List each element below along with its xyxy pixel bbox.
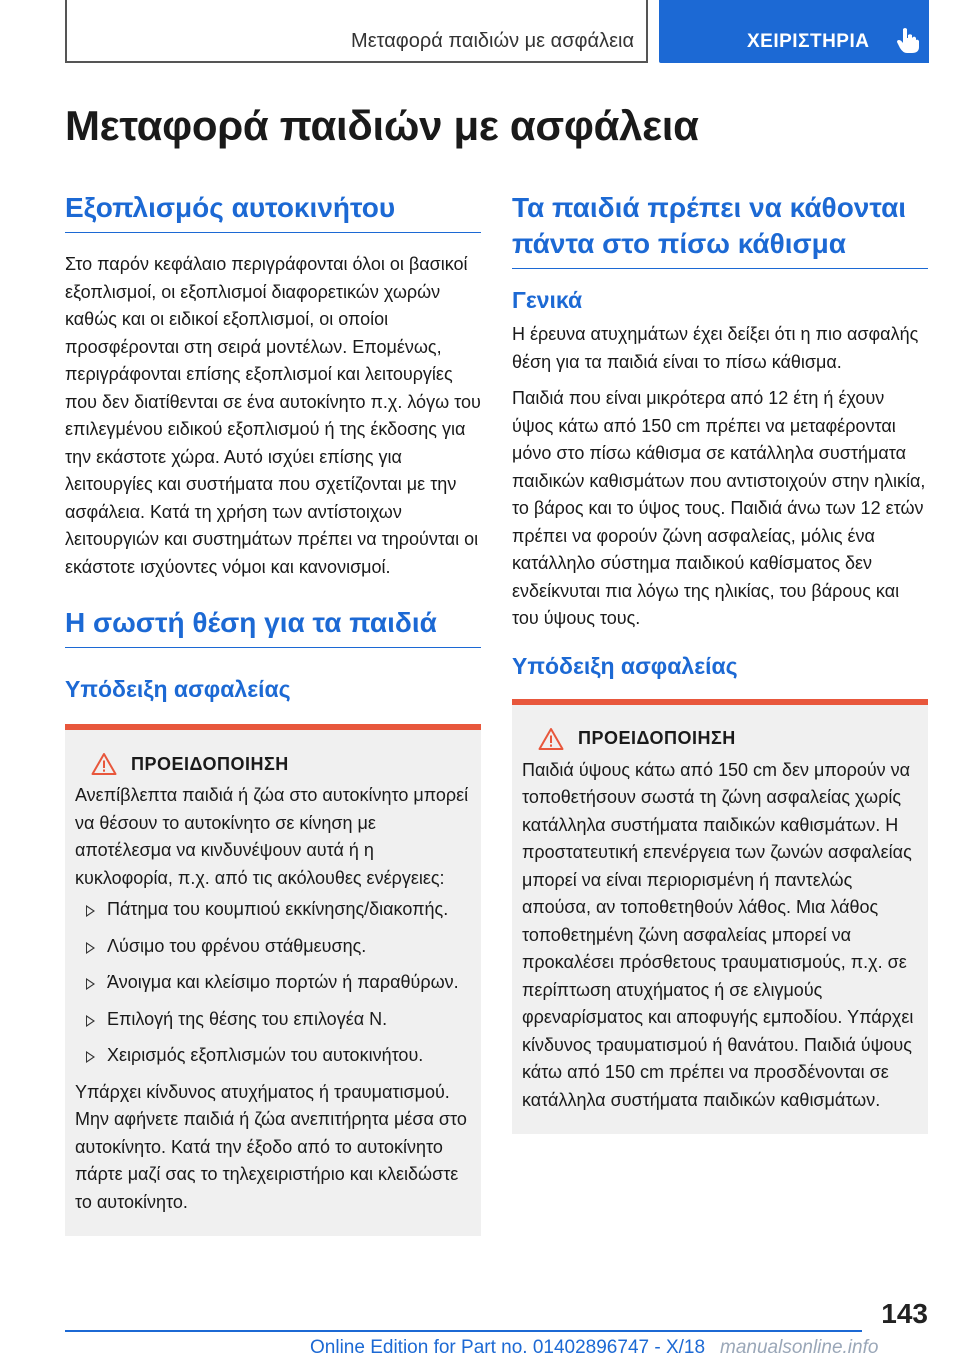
- warning-outro: Υπάρχει κίνδυνος ατυχήματος ή τραυματισμού. Μην αφήνετε παιδιά ή ζώα ανεπιτήρητα μέσα στο αυτοκίνητο. Κατά την έξοδο από το αυτοκίνητο πάρτε μαζί σας το τηλεχειριστήριο και κλειδώστε το αυτοκίνητο.: [75, 1081, 467, 1212]
- list-item: Άνοιγμα και κλείσιμο πορτών ή παραθύρων.: [75, 969, 471, 997]
- general-heading: Γενικά: [512, 287, 583, 313]
- running-header-title: Μεταφορά παιδιών με ασφάλεια: [351, 30, 634, 52]
- list-item: Λύσιμο του φρένου στάθμευσης.: [75, 933, 471, 961]
- warning-list: [75, 896, 471, 1070]
- warning-box-right: [512, 699, 928, 1135]
- bullet-arrow-icon: [86, 942, 95, 954]
- bullet-arrow-icon: [86, 1051, 95, 1063]
- warning-triangle-icon: [91, 752, 117, 776]
- page-title: Μεταφορά παιδιών με ασφάλεια: [65, 102, 699, 149]
- section-tab-label: ΧΕΙΡΙΣΤΗΡΙΑ: [747, 31, 870, 52]
- general-paragraph-2: Παιδιά που είναι μικρότερα από 12 έτη ή έχουν ύψος κάτω από 150 cm πρέπει να μεταφέρονται μόνο στο πίσω κάθισμα σε κατάλληλα συστήματα παιδικών καθισμάτων που αντιστοιχούν στην ηλικία, το βάρος και το ύψος τους. Παιδιά άνω των 12 ετών πρέπει να φορούν ζώνη ασφαλείας, μόλις ένα κατάλληλο σύστημα παιδικού καθίσματος δεν ενδείκνυται πια λόγω της ηλικίας, του βάρους και του ύψους τους.: [512, 388, 926, 628]
- section-tab[interactable]: [659, 0, 929, 63]
- warning-header: [522, 727, 918, 751]
- safety-heading-right: Υπόδειξη ασφαλείας: [512, 652, 738, 679]
- warning-box-left: [65, 724, 481, 1236]
- bullet-arrow-icon: [86, 905, 95, 917]
- bullet-arrow-icon: [86, 1015, 95, 1027]
- safety-heading-left: Υπόδειξη ασφαλείας: [65, 676, 291, 702]
- warning-title: ΠΡΟΕΙΔΟΠΟΙΗΣΗ: [578, 728, 736, 748]
- edition-text: Online Edition for Part no. 01402896747 - X/18: [310, 1337, 706, 1358]
- list-item: Επιλογή της θέσης του επιλογέα N.: [75, 1006, 471, 1034]
- left-column: [65, 190, 481, 1236]
- equipment-heading: Εξοπλισμός αυτοκινήτου: [65, 190, 481, 233]
- rear-seat-heading: Τα παιδιά πρέπει να κάθονται πάντα στο πίσω κάθισμα: [512, 190, 928, 269]
- pointing-hand-icon: [897, 27, 919, 53]
- warning-header: [75, 752, 471, 776]
- list-item: Χειρισμός εξοπλισμών του αυτοκινήτου.: [75, 1042, 471, 1070]
- warning-title: ΠΡΟΕΙΔΟΠΟΙΗΣΗ: [131, 753, 289, 774]
- right-column: [512, 190, 928, 1134]
- position-heading: Η σωστή θέση για τα παιδιά: [65, 605, 481, 648]
- running-header-frame: [65, 0, 648, 63]
- bullet-arrow-icon: [86, 978, 95, 990]
- page-number: 143: [881, 1298, 928, 1329]
- warning-intro: Ανεπίβλεπτα παιδιά ή ζώα στο αυτοκίνητο μπορεί να θέσουν το αυτοκίνητο σε κίνηση με αποτέλεσμα να κινδυνέψουν αυτά ή η κυκλοφορία, π.χ. από τις ακόλουθες ενέργειες:: [75, 785, 469, 888]
- general-paragraph-1: Η έρευνα ατυχημάτων έχει δείξει ότι η πιο ασφαλής θέση για τα παιδιά είναι το πίσω κάθισμα.: [512, 324, 919, 372]
- equipment-paragraph: Στο παρόν κεφάλαιο περιγράφονται όλοι οι βασικοί εξοπλισμοί, οι εξοπλισμοί διαφορετικών χωρών καθώς και οι ειδικοί εξοπλισμοί, οι οποίοι προσφέρονται στη σειρά μοντέλων. Επομένως, περιγράφονται επίσης εξοπλισμοί και λειτουργίες που δεν διατίθενται σε ένα αυτοκίνητο π.χ. λόγω του επιλεγμένου ειδικού εξοπλισμού ή της έκδοσης για την εκάστοτε χώρα. Αυτό ισχύει επίσης για λειτουργίες και συστήματα που σχετίζονται με την ασφάλεια. Κατά τη χρήση των αντίστοιχων λειτουργιών και συστημάτων πρέπει να τηρούνται οι εκάστοτε ισχύοντες νόμοι και κανονισμοί.: [65, 254, 481, 577]
- watermark-logo: manualsonline.info: [720, 1337, 879, 1358]
- footer-divider: [65, 1330, 862, 1332]
- list-item: Πάτημα του κουμπιού εκκίνησης/διακοπής.: [75, 896, 471, 924]
- warning-triangle-icon: [538, 727, 564, 751]
- warning-text: Παιδιά ύψους κάτω από 150 cm δεν μπορούν να τοποθετήσουν σωστά τη ζώνη ασφαλείας χωρίς κατάλληλα συστήματα παιδικών καθισμάτων. Η προστατευτική επενέργεια των ζωνών ασφαλείας μπορεί να είναι περιορισμένη ή παντελώς απούσα, αν τοποθετηθούν λάθος. Μια λάθος τοποθετημένη ζώνη ασφαλείας μπορεί να προκαλέσει πρόσθετους τραυματισμούς, π.χ. σε περίπτωση ατυχήματος ή σε ελιγμούς φρεναρίσματος και αποφυγής εμποδίου. Υπάρχει κίνδυνος τραυματισμού ή θανάτου. Παιδιά ύψους κάτω από 150 cm πρέπει να προσδένονται σε κατάλληλα συστήματα παιδικών καθισμάτων.: [522, 759, 914, 1110]
